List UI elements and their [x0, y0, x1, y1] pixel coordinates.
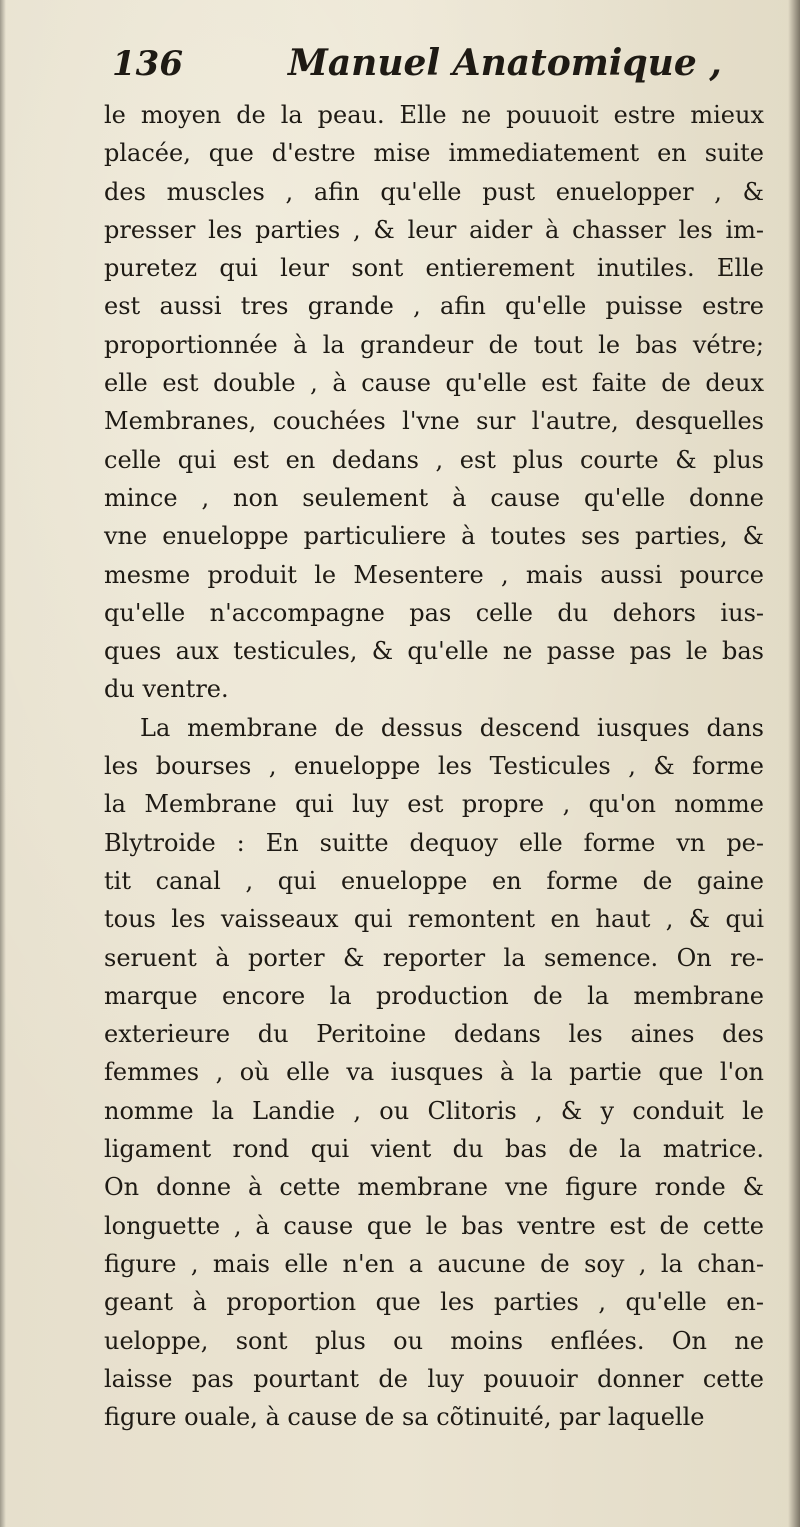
text-line: vne enueloppe particuliere à toutes ses parties, & — [104, 522, 764, 551]
text-line: puretez qui leur sont entierement inutiles. Elle — [104, 254, 764, 283]
text-line: femmes , où elle va iusques à la partie que l'on — [104, 1058, 764, 1087]
text-line: geant à proportion que les parties , qu'elle en- — [104, 1288, 764, 1317]
body-text — [104, 96, 764, 1436]
text-line: ques aux testicules, & qu'elle ne passe pas le bas — [104, 637, 764, 666]
text-line: La membrane de dessus descend iusques dans — [140, 713, 764, 742]
text-line: marque encore la production de la membrane — [104, 981, 764, 1010]
text-line: des muscles , afin qu'elle pust enuelopper , & — [104, 177, 764, 206]
text-line: proportionnée à la grandeur de tout le bas vétre; — [104, 330, 764, 359]
text-line: figure ouale, à cause de sa cõtinuité, par laquelle — [104, 1403, 705, 1432]
text-line: ligament rond qui vient du bas de la matrice. — [104, 1135, 764, 1164]
paragraph — [104, 96, 764, 709]
text-line: le moyen de la peau. Elle ne pouuoit estre mieux — [104, 101, 764, 129]
text-line: seruent à porter & reporter la semence. On re- — [104, 943, 764, 972]
page-number: 136 — [112, 44, 183, 84]
text-line: Blytroide : En suitte dequoy elle forme vn pe- — [104, 828, 764, 857]
text-line: qu'elle n'accompagne pas celle du dehors ius- — [104, 598, 764, 627]
text-line: est aussi tres grande , afin qu'elle puisse estre — [104, 292, 764, 321]
text-line: nomme la Landie , ou Clitoris , & y conduit le — [104, 1096, 764, 1125]
text-line: placée, que d'estre mise immediatement en suite — [104, 139, 764, 168]
text-line: On donne à cette membrane vne figure ronde & — [104, 1173, 764, 1202]
paragraph — [104, 709, 764, 1437]
text-line: laisse pas pourtant de luy pouuoir donner cette — [104, 1364, 764, 1393]
text-line: les bourses , enueloppe les Testicules , & forme — [104, 752, 764, 781]
text-line: mince , non seulement à cause qu'elle donne — [104, 483, 764, 512]
text-line: la Membrane qui luy est propre , qu'on nomme — [104, 790, 764, 819]
page-header — [104, 40, 722, 90]
text-line: exterieure du Peritoine dedans les aines des — [104, 1020, 764, 1049]
text-line: elle est double , à cause qu'elle est faite de deux — [104, 369, 764, 398]
text-line: ueloppe, sont plus ou moins enflées. On ne — [104, 1326, 764, 1355]
text-line: mesme produit le Mesentere , mais aussi pource — [104, 560, 764, 589]
text-line: Membranes, couchées l'vne sur l'autre, desquelles — [104, 407, 764, 436]
text-line: presser les parties , & leur aider à chasser les im- — [104, 215, 764, 244]
running-title: Manuel Anatomique , — [288, 42, 722, 84]
text-line: du ventre. — [104, 675, 229, 704]
text-line: longuette , à cause que le bas ventre est de cette — [104, 1211, 764, 1240]
text-line: celle qui est en dedans , est plus courte & plus — [104, 445, 764, 474]
text-line: tous les vaisseaux qui remontent en haut , & qui — [104, 905, 764, 934]
text-line: figure , mais elle n'en a aucune de soy , la chan- — [104, 1249, 764, 1278]
text-line: tit canal , qui enueloppe en forme de gaine — [104, 866, 764, 895]
